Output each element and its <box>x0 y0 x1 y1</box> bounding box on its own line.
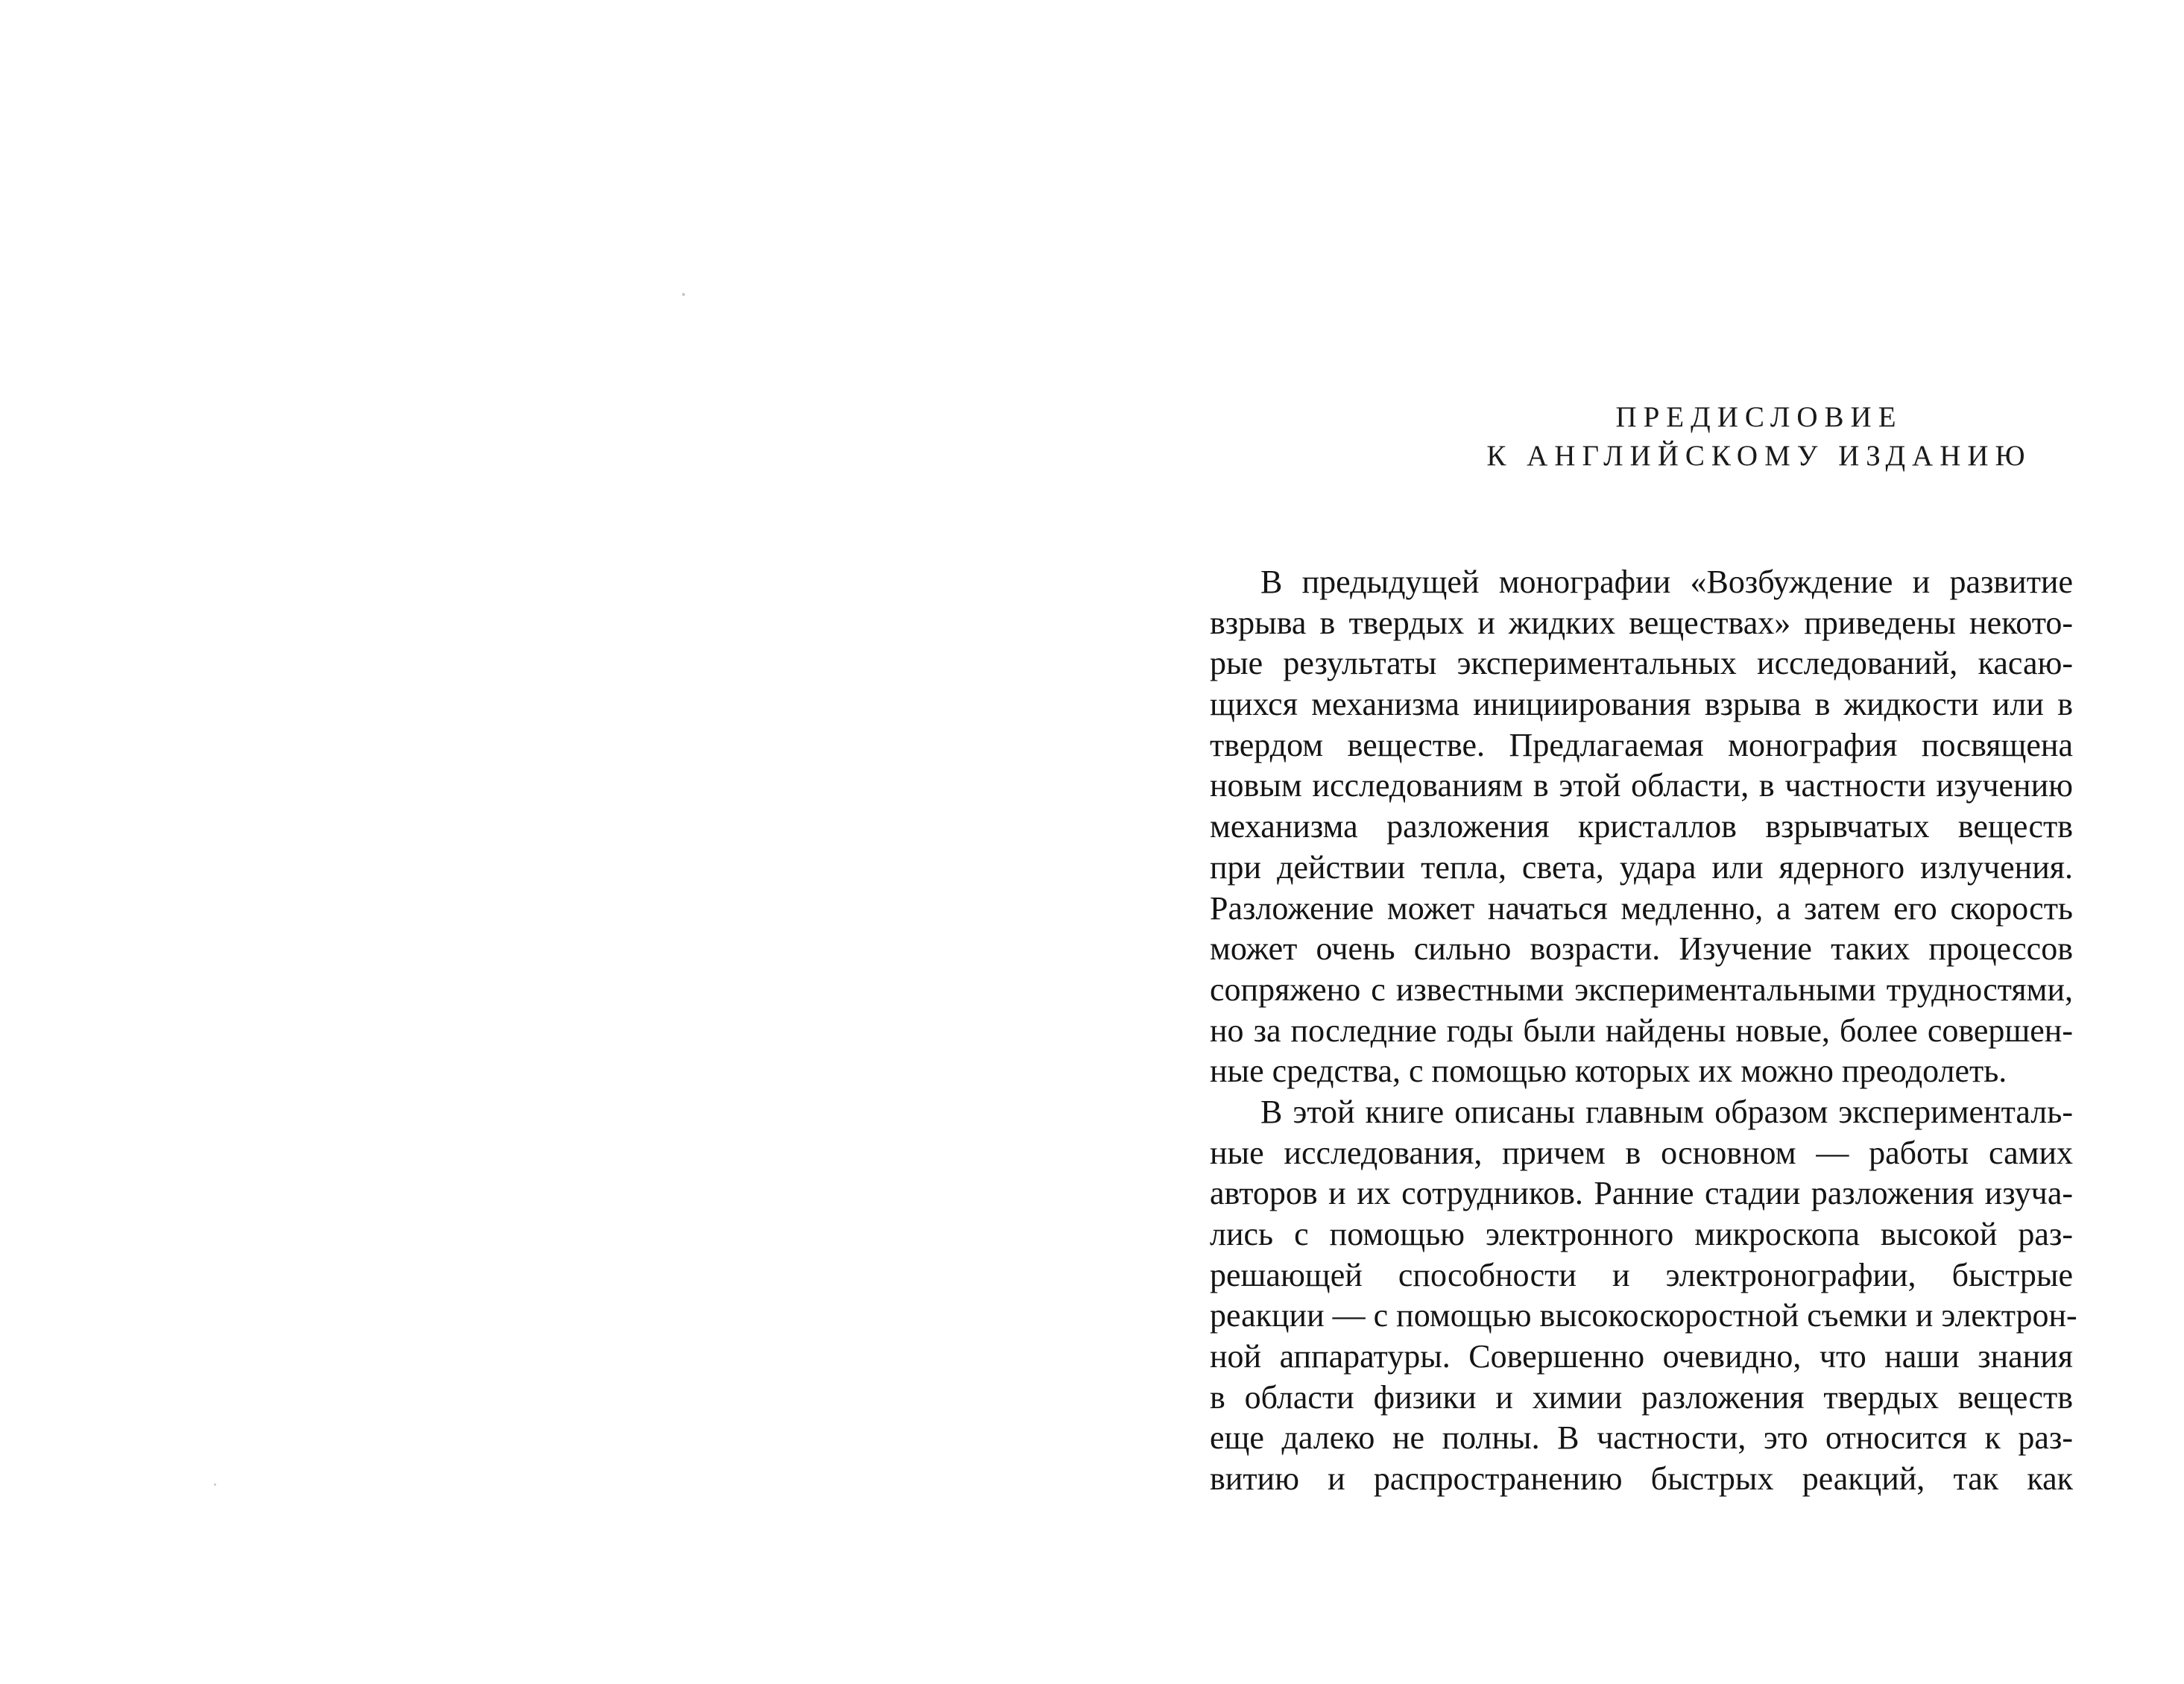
text-line: механизма разложения кристаллов взрывчатых веществ <box>1210 808 2073 845</box>
text-line: решающей способности и электронографии, быстрые <box>1210 1256 2073 1293</box>
text-line: при действии тепла, света, удара или ядерного излучения. <box>1210 848 2073 886</box>
text-line: В предыдущей монографии «Возбуждение и развитие <box>1260 564 2073 600</box>
chapter-heading <box>1327 398 2184 476</box>
heading-line-1: ПРЕДИСЛОВИЕ <box>1615 401 1903 433</box>
scan-speck <box>214 1483 216 1486</box>
text-line: ные исследования, причем в основном — работы самих <box>1210 1134 2073 1171</box>
heading-line-2: К АНГЛИЙСКОМУ ИЗДАНИЮ <box>1486 440 2032 472</box>
text-line: рые результаты экспериментальных исследований, касаю- <box>1210 645 2073 682</box>
text-line: ной аппаратуры. Совершенно очевидно, что наши знания <box>1210 1338 2073 1375</box>
text-line: ные средства, с помощью которых их можно преодолеть. <box>1210 1053 2007 1090</box>
text-line: щихся механизма инициирования взрыва в жидкости или в <box>1210 686 2073 723</box>
text-line: еще далеко не полны. В частности, это относится к раз- <box>1210 1419 2073 1457</box>
text-line: взрыва в твердых и жидких веществах» приведены некото- <box>1210 604 2073 641</box>
body-text <box>1210 562 2077 1500</box>
text-line: но за последние годы были найдены новые, более совершен- <box>1210 1012 2073 1049</box>
scan-speck <box>682 293 685 296</box>
text-line: сопряжено с известными экспериментальными трудностями, <box>1210 971 2073 1008</box>
text-line: новым исследованиям в этой области, в частности изучению <box>1210 767 2073 804</box>
text-line: В этой книге описаны главным образом эксперименталь- <box>1260 1093 2073 1130</box>
text-line: витию и распространению быстрых реакций, так как <box>1210 1460 2073 1498</box>
text-line: авторов и их сотрудников. Ранние стадии разложения изуча- <box>1210 1175 2073 1212</box>
text-line: реакции — с помощью высокоскоростной съемки и электрон- <box>1210 1297 2077 1334</box>
text-line: лись с помощью электронного микроскопа высокой раз- <box>1210 1216 2073 1252</box>
text-line: в области физики и химии разложения твердых веществ <box>1210 1378 2073 1416</box>
text-line: Разложение может начаться медленно, а затем его скорость <box>1210 889 2073 927</box>
text-line: может очень сильно возрасти. Изучение таких процессов <box>1210 930 2073 968</box>
text-line: твердом веществе. Предлагаемая монография посвящена <box>1210 726 2073 763</box>
